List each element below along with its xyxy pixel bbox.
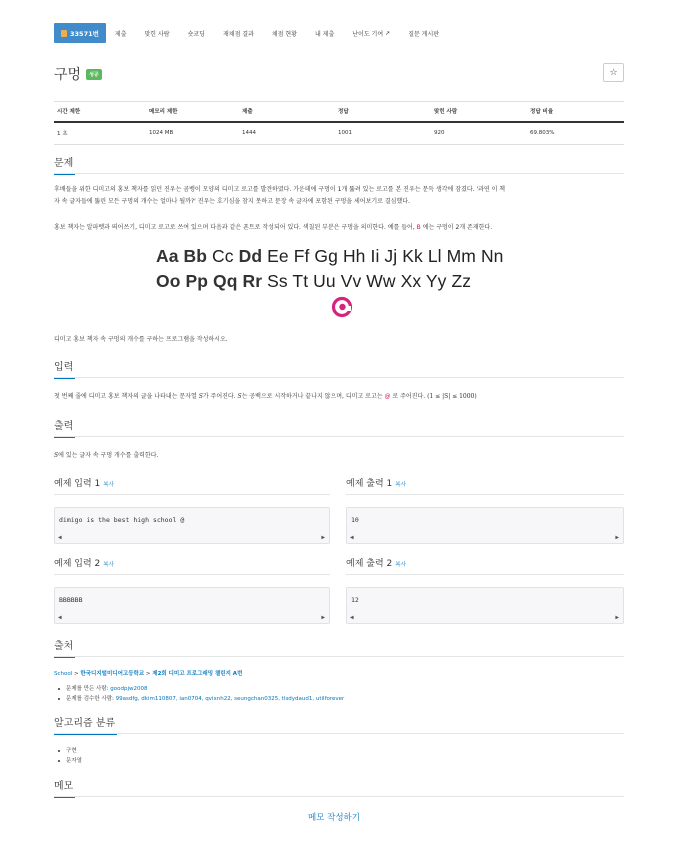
alphabet-pair: Nn	[480, 246, 504, 266]
section-algorithm-title: 알고리즘 분류	[54, 714, 115, 729]
header-submissions: 제출	[239, 102, 335, 123]
submissions-value: 1444	[239, 122, 335, 145]
alphabet-pair: Uu	[313, 271, 336, 291]
tab-difficulty[interactable]: 난이도 기여 ↗	[352, 29, 391, 38]
tab-board[interactable]: 질문 게시판	[408, 30, 440, 38]
tab-status[interactable]: 채점 현황	[271, 30, 297, 38]
sample-output-1-title: 예제 출력 1 복사	[346, 476, 406, 489]
tier-badge-icon	[61, 30, 67, 37]
alphabet-pair: Oo	[156, 271, 181, 291]
copy-button[interactable]: 복사	[395, 482, 406, 488]
accepted-value: 1001	[335, 122, 431, 145]
sample-output-2-box[interactable]: 12 ◀ ▶	[346, 587, 624, 624]
alphabet-pair: Bb	[183, 246, 208, 266]
scroll-left-icon[interactable]: ◀	[350, 614, 354, 621]
status-badge: 성공	[86, 69, 102, 80]
algorithm-tag[interactable]: 구현	[58, 746, 77, 754]
scroll-right-icon[interactable]: ▶	[615, 534, 619, 541]
alphabet-pair: Xx	[400, 271, 422, 291]
header-memory-limit: 메모리 제한	[146, 102, 239, 123]
alphabet-pair: Ii	[370, 246, 380, 266]
alphabet-pair: Ll	[427, 246, 442, 266]
problem-info-table	[54, 101, 624, 145]
star-button[interactable]: ☆	[603, 63, 624, 82]
alphabet-pair: Hh	[342, 246, 366, 266]
scroll-right-icon[interactable]: ▶	[321, 534, 325, 541]
external-link-icon: ↗	[385, 29, 391, 37]
copy-button[interactable]: 복사	[395, 562, 406, 568]
copy-button[interactable]: 복사	[103, 562, 114, 568]
list-item: 문제를 만든 사람: goodpjw2008	[58, 684, 148, 692]
input-desc-text: 첫 번째 줄에 디미고 홍보 책자의 글을 나타내는 문자열 S가 주어진다. S는 공백으로 시작하거나 끝나지 않으며, 디미고 로고는 @ 로 주어진다. (1 ≤ |S| ≤ 1000)	[54, 393, 477, 400]
alphabet-pair: Pp	[185, 271, 209, 291]
alphabet-pair: Ww	[366, 271, 396, 291]
scroll-right-icon[interactable]: ▶	[321, 614, 325, 621]
alphabet-pair: Aa	[156, 246, 179, 266]
alphabet-pair: Tt	[292, 271, 309, 291]
tab-solved-users[interactable]: 맞힌 사람	[144, 30, 170, 38]
description-text: 후배들을 위한 디미고의 홍보 책자를 읽던 진우는 곰뱅이 모양의 디미고 로고를 발견하였다. 가운데에 구멍이 1개 뚫려 있는 로고를 본 진우는 문득 생각에 잠겼다. '과연 이 책 자 속 글자들에 뚫린 모든 구멍의 개수는 얼마나 될까?' 진우는 호기심을 참지 못하고 문장 속 글자에 포함된 구멍을 세어보기로 결심했다.	[54, 186, 506, 205]
alphabet-pair: Dd	[238, 246, 263, 266]
alphabet-pair: Rr	[242, 271, 263, 291]
alphabet-pair: Mm	[446, 246, 476, 266]
alphabet-font-row-1	[156, 246, 504, 267]
alphabet-pair: Cc	[212, 246, 234, 266]
alphabet-pair: Ff	[293, 246, 310, 266]
alphabet-pair: Yy	[425, 271, 447, 291]
section-input-title: 입력	[54, 358, 73, 373]
sample-input-2-box[interactable]: BBBBBB ◀ ▶	[54, 587, 330, 624]
alphabet-pair: Gg	[314, 246, 338, 266]
tab-submit[interactable]: 제출	[114, 30, 127, 38]
scroll-left-icon[interactable]: ◀	[350, 534, 354, 541]
alphabet-pair: Vv	[340, 271, 362, 291]
solved-users-value: 920	[431, 122, 527, 145]
sample-input-1-box[interactable]: dimigo is the best high school @ ◀ ▶	[54, 507, 330, 544]
problem-title-row	[54, 64, 102, 84]
alphabet-pair: Ss	[267, 271, 288, 291]
section-description-title: 문제	[54, 154, 73, 169]
page-title: 구멍	[54, 67, 82, 83]
header-time-limit: 시간 제한	[54, 102, 146, 123]
output-desc-text: S에 있는 글자 속 구멍 개수를 출력한다.	[54, 452, 159, 459]
source-school-link[interactable]: School	[54, 671, 73, 677]
header-solved-users: 맞힌 사람	[431, 102, 527, 123]
alphabet-pair: Zz	[451, 271, 472, 291]
maker-link[interactable]: goodpjw2008	[110, 686, 148, 692]
write-memo-button[interactable]: 메모 작성하기	[308, 813, 360, 823]
time-limit-value: 1 초	[54, 122, 146, 145]
sample-input-2-title: 예제 입력 2 복사	[54, 556, 114, 569]
source-school-name-link[interactable]: 한국디지털미디어고등학교	[80, 671, 145, 677]
section-output-title: 출력	[54, 417, 73, 432]
header-accepted: 정답	[335, 102, 431, 123]
list-item: 문제를 검수한 사람: 99asdfg, dkim110807, ian0704, qvixnh22, seungchan0325, tlsdydaud1, utilforever	[58, 694, 344, 702]
description-font-note: 홍보 책자는 알파벳과 띄어쓰기, 디미고 로고로 쓰여 있으며 다음과 같은 폰트로 작성되어 있다. 색칠된 부분은 구멍을 의미한다. 예를 들어, B 에는 구멍이 2개 존재한다.	[54, 224, 493, 231]
copy-button[interactable]: 복사	[103, 482, 114, 488]
alphabet-pair: Jj	[384, 246, 398, 266]
section-source-title: 출처	[54, 637, 73, 652]
alphabet-pair: Qq	[213, 271, 238, 291]
task-text: 디미고 홍보 책자 속 구멍의 개수를 구하는 프로그램을 작성하시오.	[54, 336, 228, 343]
alphabet-pair: Kk	[402, 246, 423, 266]
tab-rejudge[interactable]: 재채점 결과	[222, 30, 254, 38]
problem-nav	[54, 23, 448, 43]
tab-short-coding[interactable]: 숏코딩	[187, 30, 205, 38]
sample-input-1-title: 예제 입력 1 복사	[54, 476, 114, 489]
alphabet-pair: Ee	[267, 246, 289, 266]
scroll-left-icon[interactable]: ◀	[58, 534, 62, 541]
ratio-value: 69.803%	[527, 122, 624, 145]
scroll-left-icon[interactable]: ◀	[58, 614, 62, 621]
alphabet-font-row-2	[156, 271, 471, 292]
table-row	[54, 122, 624, 145]
tab-my-submissions[interactable]: 내 제출	[314, 30, 335, 38]
scroll-right-icon[interactable]: ▶	[615, 614, 619, 621]
sample-output-2-title: 예제 출력 2 복사	[346, 556, 406, 569]
source-breadcrumb: School > 한국디지털미디어고등학교 > 제2회 디미고 프로그래밍 챌린지 A번	[54, 671, 243, 677]
sample-output-1-box[interactable]: 10 ◀ ▶	[346, 507, 624, 544]
memory-limit-value: 1024 MB	[146, 122, 239, 145]
tab-problem-number[interactable]: 33571번	[54, 23, 106, 43]
section-memo-title: 메모	[54, 777, 73, 792]
reviewer-links[interactable]: 99asdfg, dkim110807, ian0704, qvixnh22, seungchan0325, tlsdydaud1, utilforever	[115, 696, 345, 702]
source-contest-link[interactable]: 제2회 디미고 프로그래밍 챌린지 A번	[152, 671, 243, 677]
algorithm-tag[interactable]: 문자열	[58, 756, 82, 764]
dimigo-logo-icon	[331, 296, 353, 318]
header-ratio: 정답 비율	[527, 102, 624, 123]
